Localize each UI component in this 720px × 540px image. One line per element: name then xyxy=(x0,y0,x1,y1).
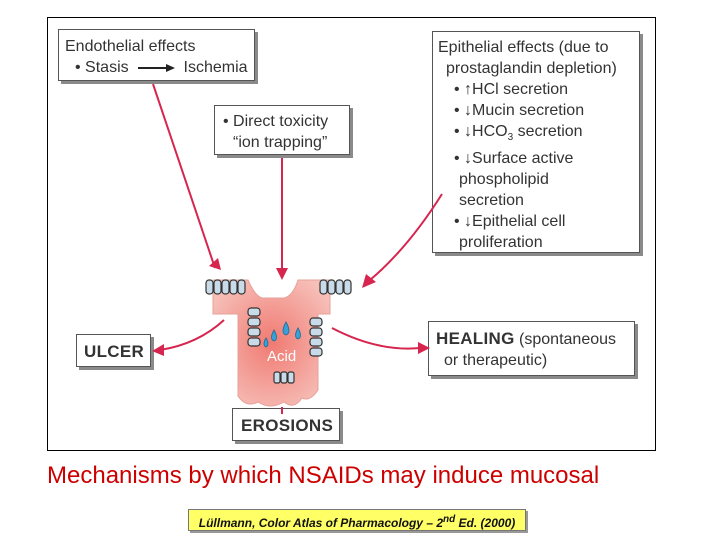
tissue-to-healing-arrow xyxy=(332,328,420,349)
item-text: HCO xyxy=(472,123,508,140)
bullet: • xyxy=(454,81,465,98)
endothelial-title: Endothelial effects xyxy=(65,38,196,55)
subscript: 3 xyxy=(507,132,514,144)
down-arrow-icon: ↓ xyxy=(464,123,473,140)
bullet: • xyxy=(454,102,465,119)
direct-toxicity-line2: “ion trapping” xyxy=(233,134,328,151)
epithelial-cont-3: proliferation xyxy=(459,234,543,252)
epithelial-to-tissue-arrow xyxy=(370,194,442,280)
epithelial-cont-1: phospholipid xyxy=(459,171,549,189)
bullet: • xyxy=(454,123,465,140)
endothelial-to-tissue-arrow xyxy=(153,84,215,268)
item-text: HCl secretion xyxy=(472,81,569,98)
diagram-frame xyxy=(47,17,656,451)
item-text: Mucin secretion xyxy=(472,102,585,119)
diagram-graphics xyxy=(48,18,655,450)
down-arrow-icon: ↓ xyxy=(464,150,473,168)
healing-label: HEALING xyxy=(436,329,515,348)
epithelial-cells-bottom xyxy=(274,372,294,383)
source-citation xyxy=(188,509,526,531)
direct-toxicity-line1: • Direct toxicity xyxy=(223,113,329,130)
source-text-end: Ed. (2000) xyxy=(455,516,516,530)
down-arrow-icon: ↓ xyxy=(464,213,473,231)
bullet: • xyxy=(454,213,465,231)
figure-caption: Mechanisms by which NSAIDs may induce mucosal xyxy=(47,462,600,489)
epithelial-title-1: Epithelial effects (due to xyxy=(438,39,609,56)
ischemia-label: Ischemia xyxy=(183,59,248,76)
ulcer-label: ULCER xyxy=(84,342,145,361)
down-arrow-icon: ↓ xyxy=(464,102,473,119)
item-text: secretion xyxy=(513,123,583,140)
epithelial-title-2: prostaglandin depletion) xyxy=(446,60,617,77)
healing-line-2: or therapeutic) xyxy=(444,352,548,369)
epithelial-cont-2: secretion xyxy=(459,192,524,210)
source-text: Lüllmann, Color Atlas of Pharmacology – 2 xyxy=(198,516,443,530)
erosions-label: EROSIONS xyxy=(241,416,334,435)
item-text: Surface active xyxy=(472,150,574,168)
source-superscript: nd xyxy=(443,514,456,525)
bullet: • xyxy=(454,150,465,168)
healing-rest: (spontaneous xyxy=(514,331,617,348)
item-text: Epithelial cell xyxy=(472,213,566,231)
up-arrow-icon: ↑ xyxy=(464,81,473,98)
tissue-to-ulcer-arrow xyxy=(160,320,224,350)
acid-label: Acid xyxy=(267,348,297,365)
stasis-label: • Stasis xyxy=(75,59,129,76)
